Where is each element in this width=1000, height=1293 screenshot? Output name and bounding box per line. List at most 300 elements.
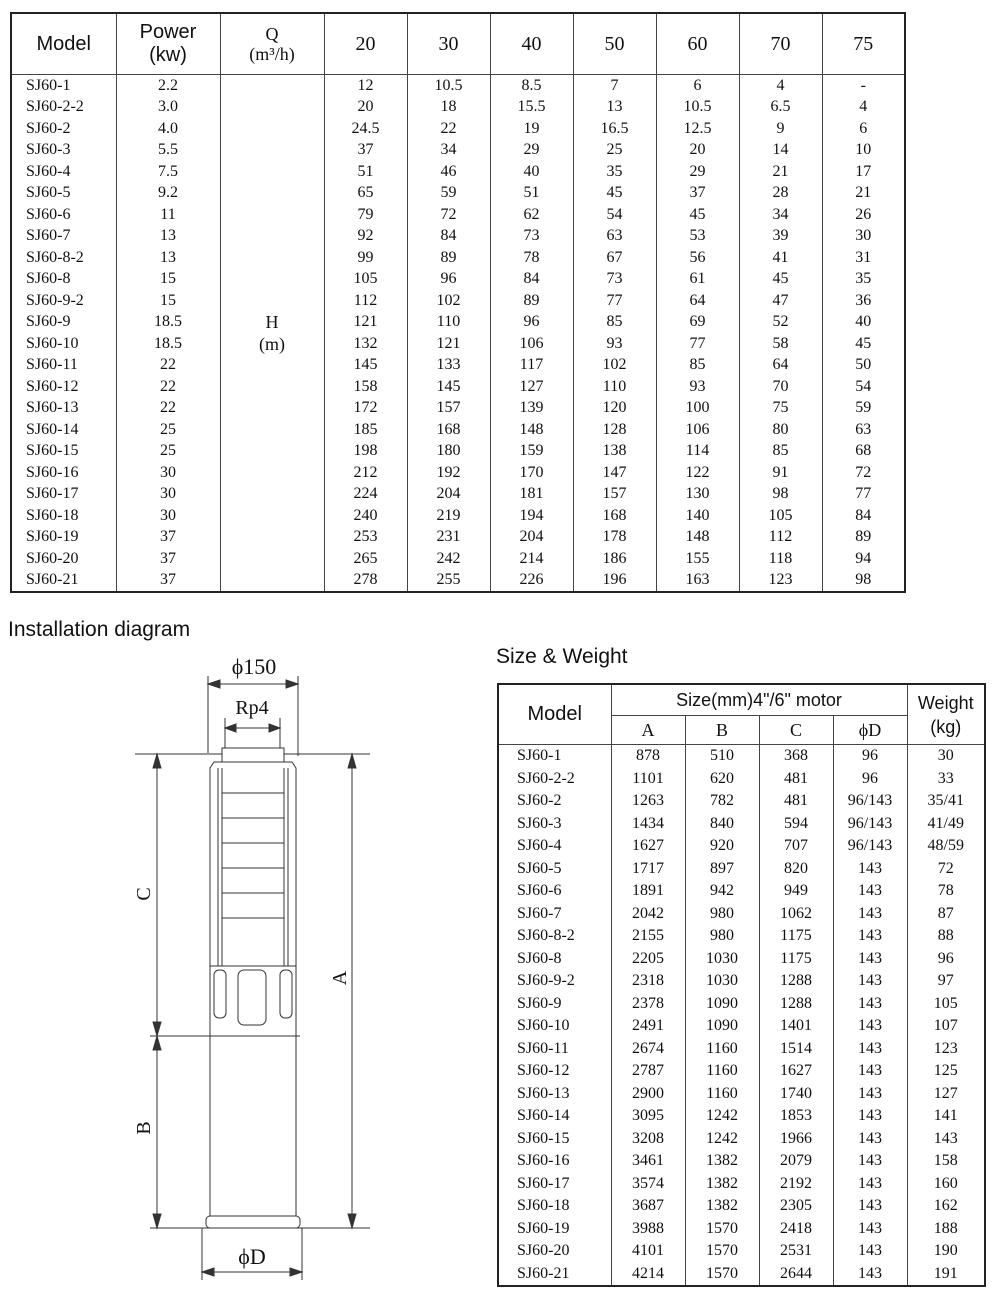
head-value-cell: 157	[407, 398, 490, 420]
head-value-cell: 45	[656, 204, 739, 226]
size-model-cell: SJ60-10	[498, 1015, 611, 1038]
size-c-cell: 2305	[759, 1195, 833, 1218]
size-b-cell: 1570	[685, 1240, 759, 1263]
size-d-cell: 143	[833, 1128, 907, 1151]
model-cell: SJ60-12	[11, 376, 116, 398]
head-value-cell: 9	[739, 118, 822, 140]
size-a-cell: 2491	[611, 1015, 685, 1038]
head-value-cell: 52	[739, 312, 822, 334]
size-a-cell: 2205	[611, 948, 685, 971]
head-value-cell: 240	[324, 505, 407, 527]
power-cell: 9.2	[116, 183, 220, 205]
performance-row	[11, 183, 905, 205]
head-value-cell: 77	[822, 484, 905, 506]
size-model-cell: SJ60-7	[498, 903, 611, 926]
size-a-cell: 3095	[611, 1105, 685, 1128]
head-value-cell: 45	[822, 333, 905, 355]
model-cell: SJ60-9	[11, 312, 116, 334]
size-c-cell: 1966	[759, 1128, 833, 1151]
size-a-cell: 1263	[611, 790, 685, 813]
head-value-cell: 10.5	[656, 97, 739, 119]
model-cell: SJ60-2-2	[11, 97, 116, 119]
head-value-cell: 168	[407, 419, 490, 441]
size-d-cell: 143	[833, 858, 907, 881]
size-weight-row	[498, 790, 985, 813]
size-b-cell: 1160	[685, 1083, 759, 1106]
head-value-cell: 112	[739, 527, 822, 549]
size-model-cell: SJ60-19	[498, 1218, 611, 1241]
head-value-cell: 53	[656, 226, 739, 248]
motor-base	[206, 1216, 300, 1228]
head-value-cell: 117	[490, 355, 573, 377]
head-value-cell: 226	[490, 570, 573, 593]
head-value-cell: 106	[490, 333, 573, 355]
arrow-head	[202, 1268, 214, 1276]
head-value-cell: 8.5	[490, 75, 573, 97]
size-c-cell: 2531	[759, 1240, 833, 1263]
performance-row	[11, 333, 905, 355]
flow-value-header: 30	[407, 13, 490, 75]
head-value-cell: 24.5	[324, 118, 407, 140]
weight-cell: 88	[907, 925, 985, 948]
head-value-cell: 63	[822, 419, 905, 441]
size-b-cell: 980	[685, 903, 759, 926]
head-value-cell: 39	[739, 226, 822, 248]
size-b-cell: 1570	[685, 1218, 759, 1241]
size-a-cell: 878	[611, 745, 685, 768]
model-header: Model	[11, 13, 116, 75]
power-cell: 2.2	[116, 75, 220, 97]
power-cell: 30	[116, 505, 220, 527]
size-b-cell: 980	[685, 925, 759, 948]
size-weight-row	[498, 903, 985, 926]
head-value-cell: 63	[573, 226, 656, 248]
size-a-cell: 3988	[611, 1218, 685, 1241]
head-value-cell: 219	[407, 505, 490, 527]
weight-cell: 190	[907, 1240, 985, 1263]
head-value-cell: 100	[656, 398, 739, 420]
size-d-cell: 143	[833, 1263, 907, 1287]
size-model-cell: SJ60-13	[498, 1083, 611, 1106]
size-d-cell: 143	[833, 1150, 907, 1173]
head-label-line1: H	[265, 312, 279, 332]
head-value-cell: 96	[407, 269, 490, 291]
size-weight-row	[498, 970, 985, 993]
size-c-cell: 2192	[759, 1173, 833, 1196]
head-value-cell: 224	[324, 484, 407, 506]
performance-table	[10, 12, 906, 593]
head-value-cell: 98	[739, 484, 822, 506]
weight-cell: 125	[907, 1060, 985, 1083]
head-value-cell: 72	[822, 462, 905, 484]
model-cell: SJ60-7	[11, 226, 116, 248]
size-c-cell: 1288	[759, 970, 833, 993]
head-value-cell: 37	[656, 183, 739, 205]
head-value-cell: 194	[490, 505, 573, 527]
head-value-cell: 178	[573, 527, 656, 549]
head-value-cell: 21	[822, 183, 905, 205]
head-value-cell: 140	[656, 505, 739, 527]
performance-row	[11, 441, 905, 463]
head-value-cell: 93	[573, 333, 656, 355]
size-a-cell: 3208	[611, 1128, 685, 1151]
head-value-cell: 10	[822, 140, 905, 162]
size-c-cell: 1401	[759, 1015, 833, 1038]
size-d-cell: 96	[833, 745, 907, 768]
weight-cell: 158	[907, 1150, 985, 1173]
size-weight-row	[498, 993, 985, 1016]
performance-row	[11, 527, 905, 549]
size-d-cell: 143	[833, 993, 907, 1016]
power-cell: 37	[116, 527, 220, 549]
flow-value-header: 40	[490, 13, 573, 75]
size-b-cell: 1382	[685, 1195, 759, 1218]
size-d-cell: 96/143	[833, 813, 907, 836]
size-c-cell: 1288	[759, 993, 833, 1016]
head-value-cell: 6	[656, 75, 739, 97]
model-cell: SJ60-5	[11, 183, 116, 205]
size-a-cell: 1434	[611, 813, 685, 836]
model-cell: SJ60-13	[11, 398, 116, 420]
size-weight-row	[498, 925, 985, 948]
head-value-cell: 148	[490, 419, 573, 441]
power-cell: 15	[116, 269, 220, 291]
head-value-cell: 170	[490, 462, 573, 484]
size-a-cell: 1891	[611, 880, 685, 903]
size-a-cell: 1717	[611, 858, 685, 881]
performance-row	[11, 269, 905, 291]
flow-value-header: 75	[822, 13, 905, 75]
size-c-cell: 481	[759, 768, 833, 791]
head-value-cell: 19	[490, 118, 573, 140]
head-value-cell: 29	[490, 140, 573, 162]
size-a-cell: 2042	[611, 903, 685, 926]
head-value-cell: 51	[490, 183, 573, 205]
arrow-head	[153, 1022, 161, 1036]
weight-cell: 78	[907, 880, 985, 903]
performance-row	[11, 97, 905, 119]
head-value-cell: 70	[739, 376, 822, 398]
size-weight-row	[498, 745, 985, 768]
performance-row	[11, 161, 905, 183]
head-value-cell: 102	[407, 290, 490, 312]
size-weight-row	[498, 1038, 985, 1061]
head-value-cell: -	[822, 75, 905, 97]
model-cell: SJ60-20	[11, 548, 116, 570]
power-cell: 15	[116, 290, 220, 312]
head-label-line2: (m)	[259, 334, 285, 354]
head-value-cell: 192	[407, 462, 490, 484]
model-cell: SJ60-9-2	[11, 290, 116, 312]
head-value-cell: 80	[739, 419, 822, 441]
performance-row	[11, 376, 905, 398]
head-value-cell: 4	[739, 75, 822, 97]
model-cell: SJ60-21	[11, 570, 116, 593]
weight-cell: 48/59	[907, 835, 985, 858]
size-a-cell: 1627	[611, 835, 685, 858]
head-value-cell: 14	[739, 140, 822, 162]
head-value-cell: 40	[490, 161, 573, 183]
head-value-cell: 181	[490, 484, 573, 506]
size-b-cell: 840	[685, 813, 759, 836]
size-a-cell: 2378	[611, 993, 685, 1016]
size-d-cell: 143	[833, 970, 907, 993]
arrow-head	[153, 1214, 161, 1228]
head-value-cell: 186	[573, 548, 656, 570]
size-b-cell: 1382	[685, 1173, 759, 1196]
head-value-cell: 85	[573, 312, 656, 334]
size-model-cell: SJ60-17	[498, 1173, 611, 1196]
head-value-cell: 99	[324, 247, 407, 269]
performance-row	[11, 247, 905, 269]
performance-row	[11, 140, 905, 162]
head-value-cell: 68	[822, 441, 905, 463]
size-weight-table-body	[498, 745, 985, 1287]
size-weight-row	[498, 1195, 985, 1218]
flow-value-header: 60	[656, 13, 739, 75]
power-cell: 30	[116, 462, 220, 484]
head-value-cell: 92	[324, 226, 407, 248]
size-weight-row	[498, 1218, 985, 1241]
weight-cell: 96	[907, 948, 985, 971]
size-weight-row	[498, 1083, 985, 1106]
size-a-cell: 2900	[611, 1083, 685, 1106]
head-value-cell: 89	[490, 290, 573, 312]
performance-row	[11, 226, 905, 248]
size-weight-row	[498, 1060, 985, 1083]
size-weight-row	[498, 1105, 985, 1128]
head-value-cell: 31	[822, 247, 905, 269]
weight-cell: 105	[907, 993, 985, 1016]
motor-body	[210, 1036, 296, 1216]
head-value-cell: 20	[656, 140, 739, 162]
arrow-head	[269, 724, 280, 732]
head-value-cell: 73	[573, 269, 656, 291]
head-value-cell: 145	[324, 355, 407, 377]
performance-row	[11, 570, 905, 593]
size-d-cell: 96	[833, 768, 907, 791]
power-cell: 4.0	[116, 118, 220, 140]
head-value-cell: 79	[324, 204, 407, 226]
head-value-cell: 214	[490, 548, 573, 570]
head-value-cell: 28	[739, 183, 822, 205]
size-weight-header-row	[498, 684, 985, 716]
size-model-cell: SJ60-9-2	[498, 970, 611, 993]
head-value-cell: 114	[656, 441, 739, 463]
performance-header-row	[11, 13, 905, 75]
head-value-cell: 138	[573, 441, 656, 463]
head-value-cell: 13	[573, 97, 656, 119]
head-value-cell: 47	[739, 290, 822, 312]
head-value-cell: 10.5	[407, 75, 490, 97]
head-value-cell: 41	[739, 247, 822, 269]
installation-diagram	[130, 648, 390, 1288]
head-value-cell: 84	[822, 505, 905, 527]
size-d-cell: 143	[833, 925, 907, 948]
size-a-cell: 3574	[611, 1173, 685, 1196]
size-b-cell: 920	[685, 835, 759, 858]
model-cell: SJ60-11	[11, 355, 116, 377]
size-model-cell: SJ60-3	[498, 813, 611, 836]
weight-header-line1: Weight	[917, 692, 974, 713]
size-a-cell: 1101	[611, 768, 685, 791]
head-value-cell: 78	[490, 247, 573, 269]
flow-value-header: 50	[573, 13, 656, 75]
head-value-cell: 159	[490, 441, 573, 463]
pump-outlet-head	[222, 748, 284, 762]
head-value-cell: 204	[490, 527, 573, 549]
arrow-head	[153, 754, 161, 768]
head-value-cell: 265	[324, 548, 407, 570]
size-weight-table	[497, 683, 986, 1287]
head-value-cell: 75	[739, 398, 822, 420]
head-value-cell: 84	[490, 269, 573, 291]
head-value-cell: 29	[656, 161, 739, 183]
size-d-cell: 143	[833, 948, 907, 971]
size-d-cell: 143	[833, 1240, 907, 1263]
size-c-cell: 594	[759, 813, 833, 836]
weight-header	[907, 684, 985, 745]
head-value-cell: 253	[324, 527, 407, 549]
performance-row	[11, 75, 905, 97]
size-c-cell: 481	[759, 790, 833, 813]
weight-cell: 162	[907, 1195, 985, 1218]
size-c-cell: 1175	[759, 925, 833, 948]
size-d-cell: 143	[833, 1173, 907, 1196]
head-value-cell: 17	[822, 161, 905, 183]
head-value-cell: 163	[656, 570, 739, 593]
arrow-head	[290, 1268, 302, 1276]
arrow-head	[348, 1214, 356, 1228]
head-value-cell: 85	[656, 355, 739, 377]
size-model-cell: SJ60-9	[498, 993, 611, 1016]
arrow-head	[225, 724, 236, 732]
head-value-cell: 198	[324, 441, 407, 463]
size-d-cell: 143	[833, 880, 907, 903]
head-value-cell: 110	[573, 376, 656, 398]
size-model-header: Model	[498, 684, 611, 745]
size-model-cell: SJ60-11	[498, 1038, 611, 1061]
size-c-cell: 1514	[759, 1038, 833, 1061]
installation-title: Installation diagram	[8, 618, 191, 641]
head-value-cell: 45	[573, 183, 656, 205]
power-cell: 25	[116, 419, 220, 441]
head-value-cell: 34	[407, 140, 490, 162]
head-value-cell: 61	[656, 269, 739, 291]
head-value-cell: 77	[656, 333, 739, 355]
head-value-cell: 6	[822, 118, 905, 140]
size-c-cell: 1740	[759, 1083, 833, 1106]
size-a-cell: 4101	[611, 1240, 685, 1263]
head-value-cell: 72	[407, 204, 490, 226]
head-value-cell: 204	[407, 484, 490, 506]
power-cell: 37	[116, 548, 220, 570]
head-value-cell: 123	[739, 570, 822, 593]
size-c-cell: 2079	[759, 1150, 833, 1173]
head-value-cell: 84	[407, 226, 490, 248]
size-b-cell: 1030	[685, 948, 759, 971]
size-b-cell: 1090	[685, 1015, 759, 1038]
size-model-cell: SJ60-8-2	[498, 925, 611, 948]
head-value-cell: 35	[573, 161, 656, 183]
head-value-cell: 12.5	[656, 118, 739, 140]
head-value-cell: 172	[324, 398, 407, 420]
head-value-cell: 105	[324, 269, 407, 291]
head-value-cell: 51	[324, 161, 407, 183]
size-weight-row	[498, 768, 985, 791]
power-cell: 18.5	[116, 333, 220, 355]
size-a-cell: 4214	[611, 1263, 685, 1287]
size-weight-row	[498, 1128, 985, 1151]
head-label-cell	[220, 75, 324, 593]
head-value-cell: 85	[739, 441, 822, 463]
size-c-cell: 368	[759, 745, 833, 768]
intake-slot	[214, 970, 226, 1018]
power-cell: 25	[116, 441, 220, 463]
head-value-cell: 128	[573, 419, 656, 441]
size-d-cell: 96/143	[833, 790, 907, 813]
head-value-cell: 212	[324, 462, 407, 484]
head-value-cell: 180	[407, 441, 490, 463]
head-value-cell: 155	[656, 548, 739, 570]
head-value-cell: 21	[739, 161, 822, 183]
size-col-header: B	[685, 716, 759, 745]
head-value-cell: 96	[490, 312, 573, 334]
model-cell: SJ60-19	[11, 527, 116, 549]
head-value-cell: 37	[324, 140, 407, 162]
model-cell: SJ60-8	[11, 269, 116, 291]
head-value-cell: 120	[573, 398, 656, 420]
head-value-cell: 18	[407, 97, 490, 119]
model-cell: SJ60-4	[11, 161, 116, 183]
head-value-cell: 40	[822, 312, 905, 334]
size-model-cell: SJ60-4	[498, 835, 611, 858]
size-b-cell: 942	[685, 880, 759, 903]
head-value-cell: 65	[324, 183, 407, 205]
head-value-cell: 45	[739, 269, 822, 291]
outlet-label: Rp4	[235, 697, 269, 719]
power-cell: 3.0	[116, 97, 220, 119]
intake-slot	[280, 970, 292, 1018]
head-value-cell: 46	[407, 161, 490, 183]
size-weight-row	[498, 858, 985, 881]
size-model-cell: SJ60-2	[498, 790, 611, 813]
performance-row	[11, 290, 905, 312]
size-model-cell: SJ60-1	[498, 745, 611, 768]
head-value-cell: 69	[656, 312, 739, 334]
flow-value-header: 70	[739, 13, 822, 75]
weight-cell: 33	[907, 768, 985, 791]
head-value-cell: 26	[822, 204, 905, 226]
size-weight-title: Size & Weight	[496, 645, 628, 668]
size-group-header: Size(mm)4"/6" motor	[611, 684, 907, 716]
size-weight-row	[498, 835, 985, 858]
size-c-cell: 820	[759, 858, 833, 881]
size-weight-row	[498, 948, 985, 971]
head-value-cell: 278	[324, 570, 407, 593]
size-weight-row	[498, 1173, 985, 1196]
head-value-cell: 157	[573, 484, 656, 506]
weight-cell: 72	[907, 858, 985, 881]
size-b-cell: 1160	[685, 1060, 759, 1083]
weight-cell: 160	[907, 1173, 985, 1196]
size-weight-row	[498, 1240, 985, 1263]
size-model-cell: SJ60-20	[498, 1240, 611, 1263]
size-d-cell: 143	[833, 1218, 907, 1241]
power-header-line2: (kw)	[149, 44, 187, 66]
size-model-cell: SJ60-8	[498, 948, 611, 971]
size-col-header: ϕD	[833, 716, 907, 745]
